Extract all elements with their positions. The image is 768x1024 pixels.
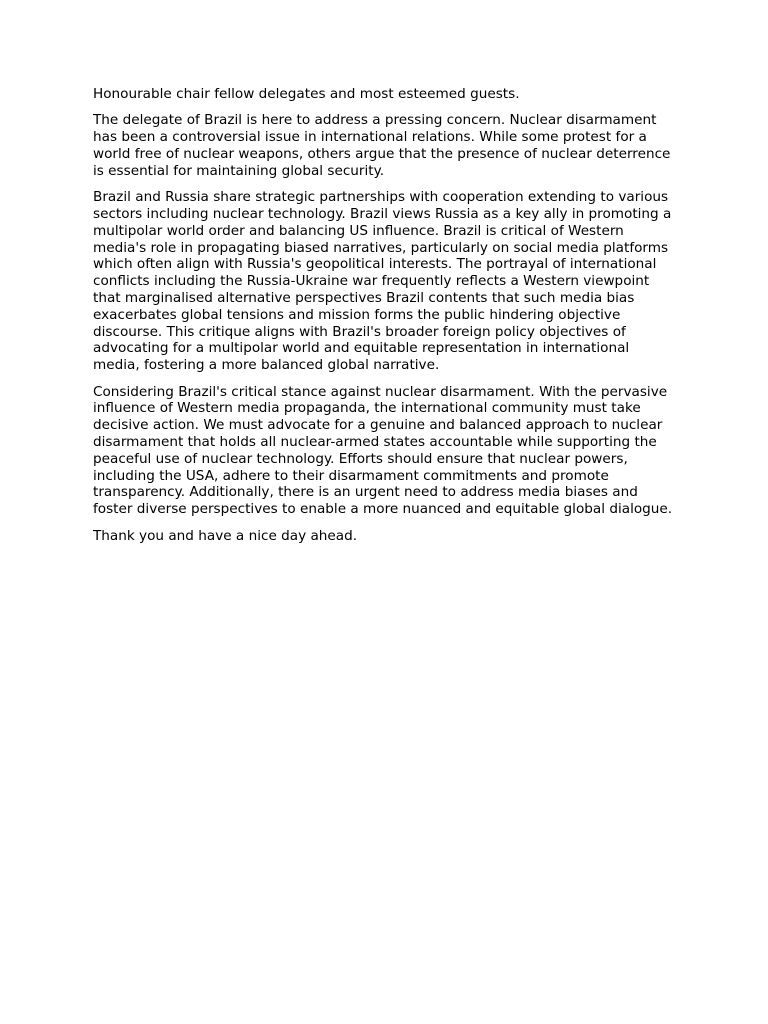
paragraph-introduction: The delegate of Brazil is here to address a pressing concern. Nuclear disarmament has been a controversial issue in international relations. While some protest for a world free of nuclear weapons, others argue that the presence of nuclear deterrence is essential for maintaining global security.: [93, 112, 671, 179]
document-page: [93, 86, 679, 554]
paragraph-closing: Thank you and have a nice day ahead.: [93, 527, 358, 544]
paragraph-brazil-russia: Brazil and Russia share strategic partnerships with cooperation extending to various sectors including nuclear technology. Brazil views Russia as a key ally in promoting a multipolar world order and balancing US influence. Brazil is critical of Western media's role in propagating biased narratives, particularly on social media platforms which often align with Russia's geopolitical interests. The portrayal of international conflicts including the Russia-Ukraine war frequently reflects a Western viewpoint that marginalised alternative perspectives Brazil contents that such media bias exacerbates global tensions and mission forms the public hindering objective discourse. This critique aligns with Brazil's broader foreign policy objectives of advocating for a multipolar world and equitable representation in international media, fostering a more balanced global narrative.: [93, 189, 672, 374]
paragraph-greeting: Honourable chair fellow delegates and most esteemed guests.: [93, 86, 520, 102]
paragraph-conclusion: Considering Brazil's critical stance against nuclear disarmament. With the pervasive influence of Western media propaganda, the international community must take decisive action. We must advocate for a genuine and balanced approach to nuclear disarmament that holds all nuclear-armed states accountable while supporting the peaceful use of nuclear technology. Efforts should ensure that nuclear powers, including the USA, adhere to their disarmament commitments and promote transparency. Additionally, there is an urgent need to address media biases and foster diverse perspectives to enable a more nuanced and equitable global dialogue.: [93, 383, 673, 518]
